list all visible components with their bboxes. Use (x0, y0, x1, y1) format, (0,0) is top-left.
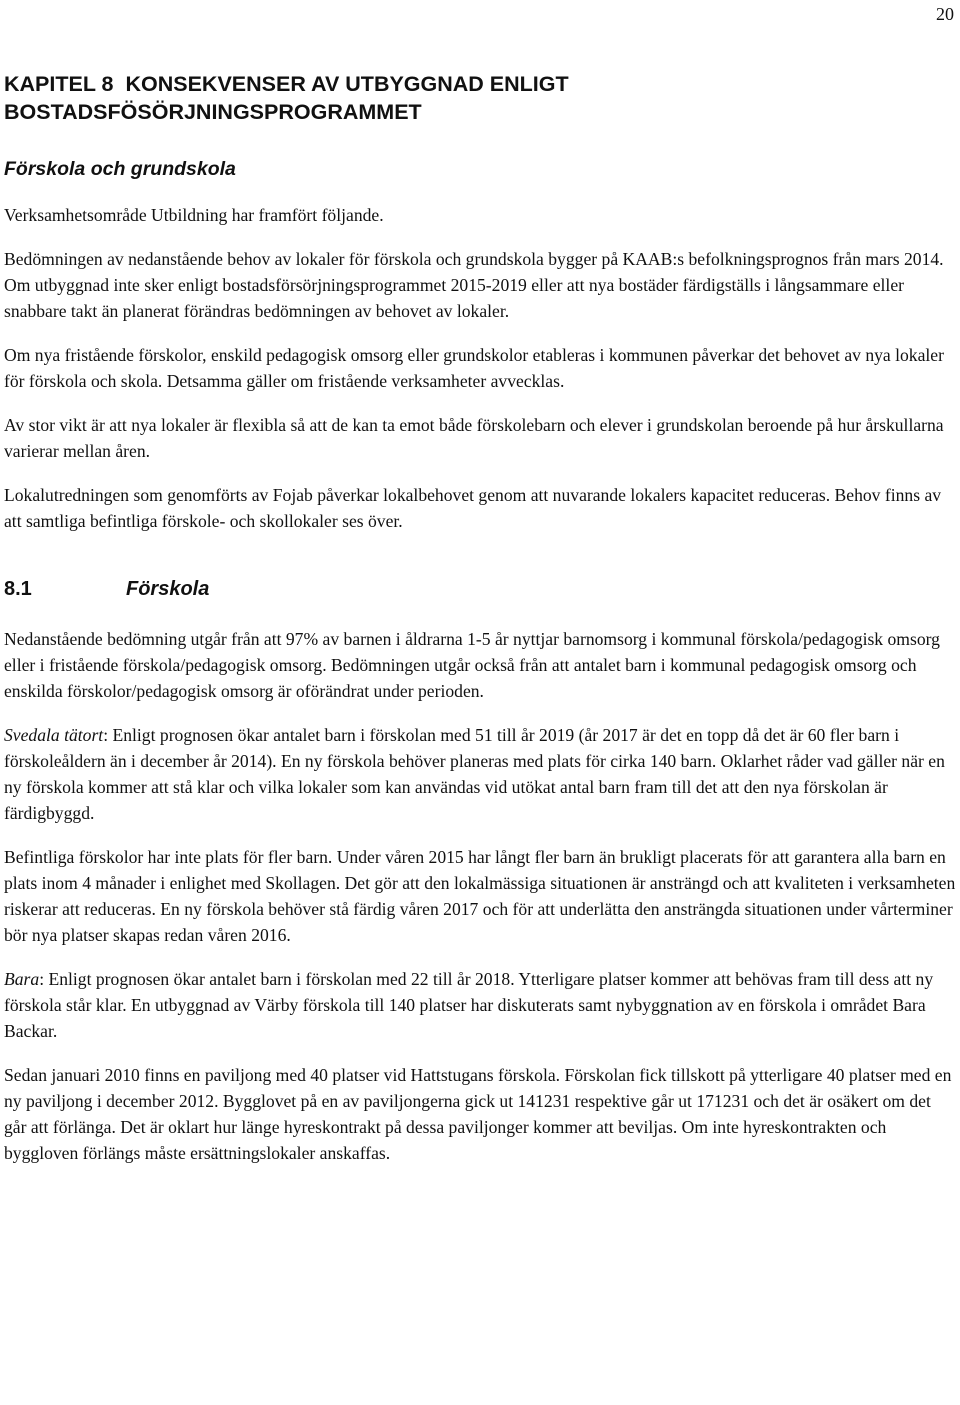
paragraph-bara-lead: Bara (4, 969, 40, 989)
section-heading (4, 576, 956, 602)
paragraph-svedala-text: : Enligt prognosen ökar antalet barn i förskolan med 51 till år 2019 (år 2017 är det en topp då det är 60 fler barn i förskoleåldern än i december år 2014). En ny förskola behöver planeras med plats för cirka 140 barn. Oklarhet råder vad gäller när en ny förskola kommer att stå klar och vilka lokaler som kan användas vid utökat antal barn fram till det att den nya förskolan är färdigbyggd. (4, 725, 945, 823)
paragraph-bara (4, 966, 956, 1044)
paragraph-svedala-lead: Svedala tätort (4, 725, 104, 745)
chapter-title-line-1: KAPITEL 8 KONSEKVENSER AV UTBYGGNAD ENLIGT (4, 72, 569, 96)
chapter-title (4, 70, 956, 126)
paragraph-pavilions: Sedan januari 2010 finns en paviljong med 40 platser vid Hattstugans förskola. Förskolan fick tillskott på ytterligare 40 platser med en ny paviljong i december 2012. Bygglovet på en av paviljongerna gick ut 141231 respektive går ut 171231 och det är osäkert om det går att förlänga. Det är oklart hur länge hyreskontrakt på dessa paviljonger kommer att beviljas. Om inte hyreskontrakten och byggloven förlängs måste ersättningslokaler anskaffas. (4, 1065, 952, 1163)
paragraph-assessment: Bedömningen av nedanstående behov av lokaler för förskola och grundskola bygger på KAAB:s befolkningsprognos från mars 2014. Om utbyggnad inte sker enligt bostadsförsörjningsprogrammet 2015-2019 eller att nya bostäder färdigställs i långsammare eller snabbare takt än planerat förändras bedömningen av behovet av lokaler. (4, 249, 944, 321)
paragraph-premises-investigation: Lokalutredningen som genomförts av Fojab påverkar lokalbehovet genom att nuvarande lokalers kapacitet reduceras. Behov finns av att samtliga befintliga förskole- och skollokaler ses över. (4, 485, 942, 531)
paragraph-intro: Verksamhetsområde Utbildning har framfört följande. (4, 205, 384, 225)
paragraph-flexible-premises: Av stor vikt är att nya lokaler är flexibla så att de kan ta emot både förskolebarn och elever i grundskolan beroende på hur årskullarna varierar mellan åren. (4, 415, 944, 461)
page-number: 20 (936, 4, 954, 24)
paragraph-independent-schools: Om nya fristående förskolor, enskild pedagogisk omsorg eller grundskolor etableras i kommunen påverkar det behovet av nya lokaler för förskola och skola. Detsamma gäller om fristående verksamheter avvecklas. (4, 345, 944, 391)
paragraph-assessment-basis: Nedanstående bedömning utgår från att 97% av barnen i åldrarna 1-5 år nyttjar barnomsorg i kommunal förskola/pedagogisk omsorg eller i fristående förskola/pedagogisk omsorg. Bedömningen utgår också från att antalet barn i kommunal pedagogisk omsorg och enskilda förskolor/pedagogisk omsorg är oförändrat under perioden. (4, 629, 940, 701)
section-number: 8.1 (4, 578, 32, 600)
subtitle: Förskola och grundskola (4, 158, 236, 180)
paragraph-existing-preschools: Befintliga förskolor har inte plats för fler barn. Under våren 2015 har långt fler barn än brukligt placerats för att garantera alla barn en plats inom 4 månader i enlighet med Skollagen. Det gör att den lokalmässiga situationen är ansträngd och att kvaliteten i verksamheten riskerar att reduceras. En ny förskola behöver stå färdig våren 2017 och för att underlätta den ansträngda situationen under vårterminer bör nya platser skapas redan våren 2016. (4, 847, 956, 945)
paragraph-svedala (4, 722, 956, 826)
chapter-title-line-2: BOSTADSFÖSÖRJNINGSPROGRAMMET (4, 100, 422, 124)
paragraph-bara-text: : Enligt prognosen ökar antalet barn i förskolan med 22 till år 2018. Ytterligare platser kommer att behövas fram till dess att ny förskola står klar. En utbyggnad av Värby förskola till 140 platser har diskuterats samt nybyggnation av en förskola i området Bara Backar. (4, 969, 934, 1041)
section-title: Förskola (126, 578, 210, 600)
document-body (4, 70, 956, 1166)
